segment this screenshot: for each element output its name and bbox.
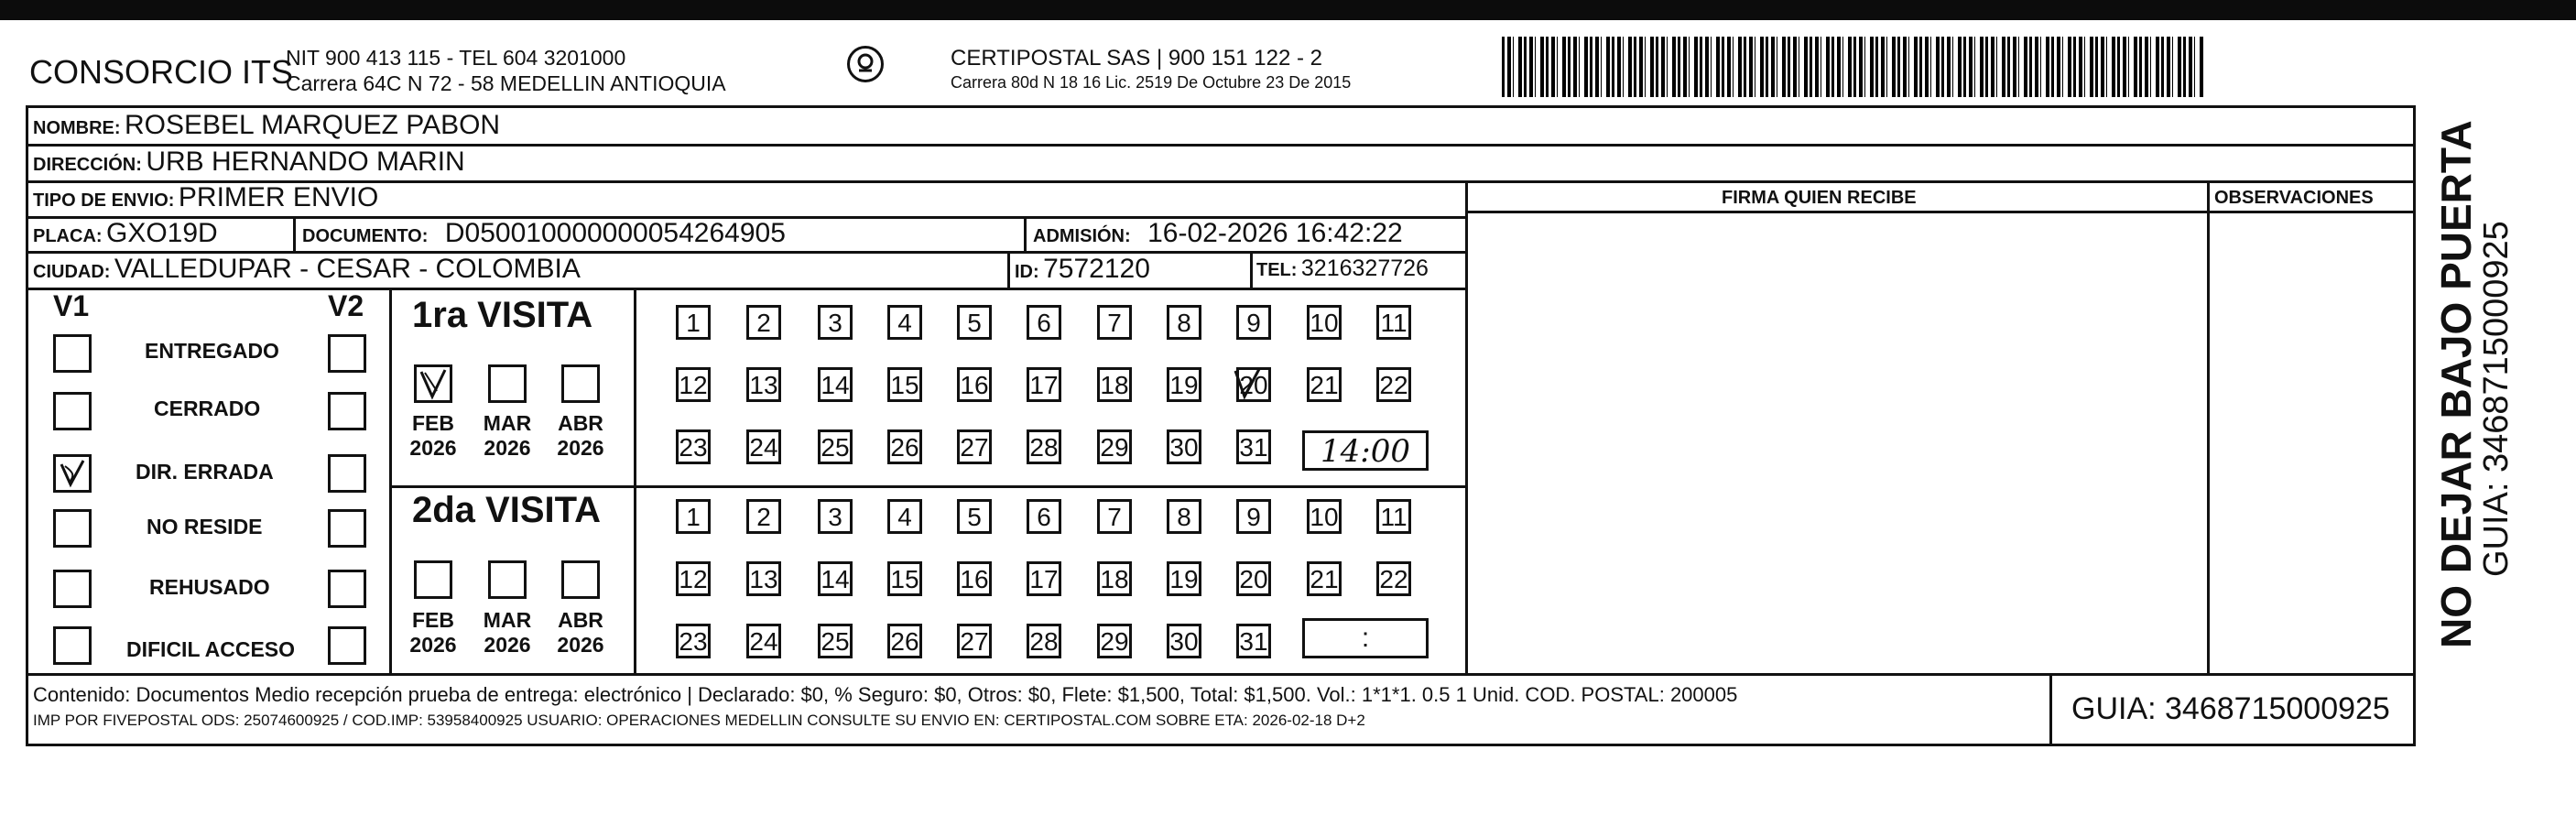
- visit2-day-27[interactable]: 27: [957, 624, 992, 658]
- no-dejar-bajo-puerta: NO DEJAR BAJO PUERTA: [2432, 120, 2480, 648]
- visit2-day-5[interactable]: 5: [957, 499, 992, 534]
- contenido-line: Contenido: Documentos Medio recepción prueba de entrega: electrónico | Declarado: $0, % Seguro: $0, Otros: $0, Flete: $1,500, Total: $1,500. Vol.: 1*1*1. 0.5 1 Unid. COD. POSTAL: 200005: [33, 683, 1738, 706]
- visit2-month-feb: FEB 2026: [409, 608, 457, 657]
- v2-entregado-checkbox[interactable]: [328, 334, 366, 373]
- admision-label: ADMISIÓN:: [1033, 226, 1131, 246]
- visit2-day-20[interactable]: 20: [1236, 561, 1271, 596]
- v1-dificil-acceso-checkbox[interactable]: [53, 626, 92, 665]
- documento-row: [302, 218, 786, 249]
- tipo-row: [33, 182, 378, 213]
- visit2-abr-checkbox[interactable]: [561, 560, 600, 599]
- visit2-day-15[interactable]: 15: [887, 561, 922, 596]
- admision-value: 16-02-2026 16:42:22: [1147, 218, 1403, 248]
- id-row: [1015, 254, 1150, 285]
- visit1-day-7[interactable]: 7: [1097, 305, 1132, 340]
- visit2-day-2[interactable]: 2: [746, 499, 781, 534]
- visit2-day-22[interactable]: 22: [1376, 561, 1411, 596]
- nombre-value: ROSEBEL MARQUEZ PABON: [125, 110, 501, 140]
- visit1-day-20[interactable]: 20: [1236, 367, 1271, 402]
- status-dificil-acceso: DIFICIL ACCESO: [126, 637, 296, 661]
- visit2-day-18[interactable]: 18: [1097, 561, 1132, 596]
- visit2-day-16[interactable]: 16: [957, 561, 992, 596]
- visit1-day-27[interactable]: 27: [957, 429, 992, 464]
- visit2-day-26[interactable]: 26: [887, 624, 922, 658]
- visit2-day-30[interactable]: 30: [1167, 624, 1201, 658]
- nombre-label: NOMBRE:: [33, 118, 121, 138]
- visit2-day-10[interactable]: 10: [1307, 499, 1342, 534]
- visit1-time-box[interactable]: 14:00: [1302, 430, 1429, 471]
- documento-value: D050010000000054264905: [444, 218, 786, 248]
- visit2-day-23[interactable]: 23: [676, 624, 711, 658]
- placa-label: PLACA:: [33, 226, 103, 246]
- visit2-day-8[interactable]: 8: [1167, 499, 1201, 534]
- ciudad-value: VALLEDUPAR - CESAR - COLOMBIA: [114, 254, 581, 284]
- status-cerrado: CERRADO: [154, 397, 261, 420]
- visit2-day-19[interactable]: 19: [1167, 561, 1201, 596]
- id-value: 7572120: [1043, 254, 1150, 284]
- direccion-row: [33, 147, 465, 178]
- id-label: ID:: [1015, 262, 1039, 282]
- visit1-feb-checkbox[interactable]: [414, 364, 452, 403]
- visit1-month-feb: FEB 2026: [409, 411, 457, 460]
- visit2-day-28[interactable]: 28: [1027, 624, 1061, 658]
- v1-cerrado-checkbox[interactable]: [53, 392, 92, 430]
- visit2-title: 2da VISITA: [412, 490, 601, 530]
- visit2-day-3[interactable]: 3: [818, 499, 853, 534]
- v2-no-reside-checkbox[interactable]: [328, 509, 366, 548]
- check-mark-icon: [56, 457, 89, 490]
- status-dir-errada: DIR. ERRADA: [136, 460, 274, 484]
- top-border-strip: [0, 0, 2576, 20]
- visit1-day-22[interactable]: 22: [1376, 367, 1411, 402]
- visit1-day-8[interactable]: 8: [1167, 305, 1201, 340]
- visit2-day-24[interactable]: 24: [746, 624, 781, 658]
- visit1-day-30[interactable]: 30: [1167, 429, 1201, 464]
- visit1-month-abr: ABR 2026: [557, 411, 604, 460]
- visit2-month-mar: MAR 2026: [483, 608, 532, 657]
- v1-header: V1: [53, 289, 90, 322]
- tel-row: [1256, 255, 1429, 282]
- visit2-day-13[interactable]: 13: [746, 561, 781, 596]
- tipo-value: PRIMER ENVIO: [178, 182, 379, 212]
- visit1-day-24[interactable]: 24: [746, 429, 781, 464]
- status-entregado: ENTREGADO: [145, 339, 279, 363]
- visit2-day-1[interactable]: 1: [676, 499, 711, 534]
- nit-line: NIT 900 413 115 - TEL 604 3201000: [286, 46, 626, 70]
- visit1-day-16[interactable]: 16: [957, 367, 992, 402]
- v2-rehusado-checkbox[interactable]: [328, 570, 366, 608]
- visit2-day-4[interactable]: 4: [887, 499, 922, 534]
- visit1-day-15[interactable]: 15: [887, 367, 922, 402]
- placa-row: [33, 218, 218, 249]
- visit1-day-21[interactable]: 21: [1307, 367, 1342, 402]
- visit2-day-12[interactable]: 12: [676, 561, 711, 596]
- check-mark-icon: [417, 367, 450, 400]
- v2-dificil-acceso-checkbox[interactable]: [328, 626, 366, 665]
- visit1-day-5[interactable]: 5: [957, 305, 992, 340]
- barcode: [1502, 37, 2205, 97]
- visit1-day-6[interactable]: 6: [1027, 305, 1061, 340]
- imp-line: IMP POR FIVEPOSTAL ODS: 25074600925 / COD.IMP: 53958400925 USUARIO: OPERACIONES MEDELLIN CONSULTE SU ENVIO EN: CERTIPOSTAL.COM SOBRE ETA: 2026-02-18 D+2: [33, 712, 1365, 729]
- visit1-day-23[interactable]: 23: [676, 429, 711, 464]
- v2-dir-errada-checkbox[interactable]: [328, 454, 366, 493]
- company-name: CONSORCIO ITS: [29, 53, 294, 91]
- visit1-day-25[interactable]: 25: [818, 429, 853, 464]
- tel-value: 3216327726: [1300, 255, 1429, 281]
- visit1-day-13[interactable]: 13: [746, 367, 781, 402]
- visit2-day-6[interactable]: 6: [1027, 499, 1061, 534]
- visit1-mar-checkbox[interactable]: [488, 364, 527, 403]
- visit1-day-31[interactable]: 31: [1236, 429, 1271, 464]
- visit1-day-2[interactable]: 2: [746, 305, 781, 340]
- visit2-mar-checkbox[interactable]: [488, 560, 527, 599]
- firma-header: FIRMA QUIEN RECIBE: [1722, 188, 1917, 208]
- status-no-reside: NO RESIDE: [147, 515, 263, 538]
- company-address: Carrera 64C N 72 - 58 MEDELLIN ANTIOQUIA: [286, 71, 726, 95]
- visit1-day-26[interactable]: 26: [887, 429, 922, 464]
- visit2-time-box[interactable]: :: [1302, 618, 1429, 658]
- visit1-month-mar: MAR 2026: [483, 411, 532, 460]
- ciudad-row: [33, 254, 581, 285]
- v2-cerrado-checkbox[interactable]: [328, 392, 366, 430]
- visit1-day-14[interactable]: 14: [818, 367, 853, 402]
- visit1-day-29[interactable]: 29: [1097, 429, 1132, 464]
- visit1-day-19[interactable]: 19: [1167, 367, 1201, 402]
- check-mark-icon: [1232, 367, 1263, 400]
- visit1-day-11[interactable]: 11: [1376, 305, 1411, 340]
- visit2-feb-checkbox[interactable]: [414, 560, 452, 599]
- tipo-label: TIPO DE ENVIO:: [33, 190, 175, 211]
- visit1-day-1[interactable]: 1: [676, 305, 711, 340]
- visit2-day-29[interactable]: 29: [1097, 624, 1132, 658]
- observations-area[interactable]: [2210, 213, 2413, 673]
- documento-label: DOCUMENTO:: [302, 226, 429, 246]
- footer-guia: GUIA: 3468715000925: [2071, 691, 2390, 726]
- visit1-day-3[interactable]: 3: [818, 305, 853, 340]
- visit1-day-18[interactable]: 18: [1097, 367, 1132, 402]
- visit2-month-abr: ABR 2026: [557, 608, 604, 657]
- admision-row: [1033, 218, 1403, 249]
- certipostal-address: Carrera 80d N 18 16 Lic. 2519 De Octubre 23 De 2015: [951, 73, 1352, 92]
- visit1-title: 1ra VISITA: [412, 295, 593, 335]
- v1-dir-errada-checkbox[interactable]: [53, 454, 92, 493]
- visit2-day-31[interactable]: 31: [1236, 624, 1271, 658]
- certipostal-line: CERTIPOSTAL SAS | 900 151 122 - 2: [951, 46, 1322, 71]
- ciudad-label: CIUDAD:: [33, 262, 111, 282]
- signature-area[interactable]: [1468, 213, 2207, 673]
- visit1-day-10[interactable]: 10: [1307, 305, 1342, 340]
- visit1-abr-checkbox[interactable]: [561, 364, 600, 403]
- visit1-day-28[interactable]: 28: [1027, 429, 1061, 464]
- direccion-value: URB HERNANDO MARIN: [146, 147, 465, 177]
- visit1-day-4[interactable]: 4: [887, 305, 922, 340]
- visit1-day-12[interactable]: 12: [676, 367, 711, 402]
- side-guia: GUIA: 3468715000925: [2477, 221, 2516, 577]
- v1-rehusado-checkbox[interactable]: [53, 570, 92, 608]
- visit1-day-9[interactable]: 9: [1236, 305, 1271, 340]
- observaciones-header: OBSERVACIONES: [2214, 188, 2374, 208]
- v2-header: V2: [328, 289, 364, 322]
- status-rehusado: REHUSADO: [149, 575, 270, 599]
- visit2-day-21[interactable]: 21: [1307, 561, 1342, 596]
- certipostal-logo-icon: [847, 46, 884, 82]
- tel-label: TEL:: [1256, 260, 1298, 280]
- visit2-day-14[interactable]: 14: [818, 561, 853, 596]
- direccion-label: DIRECCIÓN:: [33, 155, 142, 175]
- visit2-day-9[interactable]: 9: [1236, 499, 1271, 534]
- visit2-day-17[interactable]: 17: [1027, 561, 1061, 596]
- v1-entregado-checkbox[interactable]: [53, 334, 92, 373]
- nombre-row: [33, 110, 500, 141]
- visit1-day-17[interactable]: 17: [1027, 367, 1061, 402]
- visit2-day-25[interactable]: 25: [818, 624, 853, 658]
- placa-value: GXO19D: [106, 218, 218, 248]
- visit2-day-11[interactable]: 11: [1376, 499, 1411, 534]
- v1-no-reside-checkbox[interactable]: [53, 509, 92, 548]
- visit2-day-7[interactable]: 7: [1097, 499, 1132, 534]
